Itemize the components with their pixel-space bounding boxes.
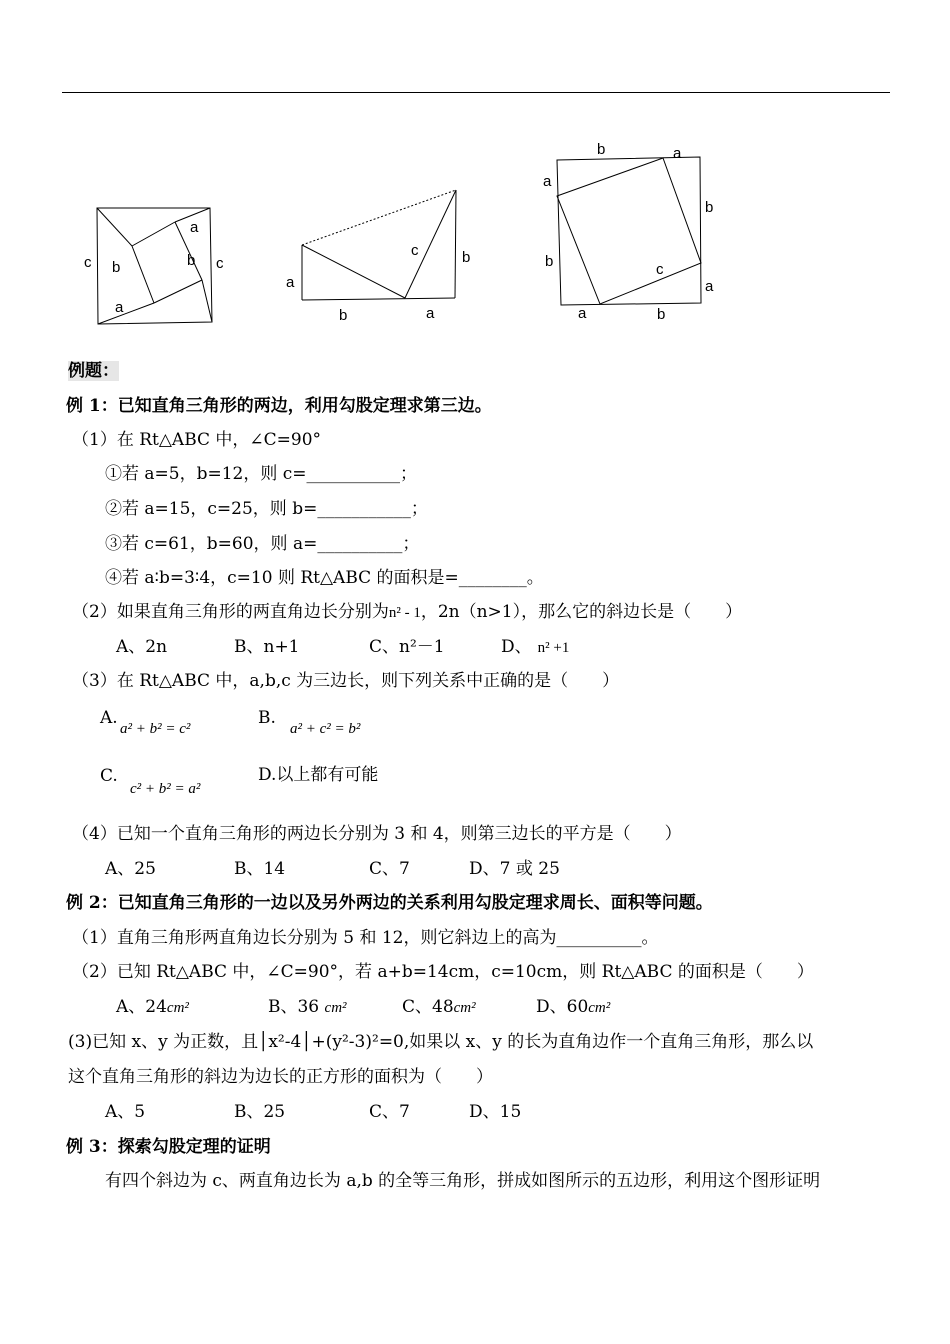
ex2-q3-line-2: 这个直角三角形的斜边为边长的正方形的面积为（ ） xyxy=(68,1067,493,1087)
fig1-label: b xyxy=(112,259,121,276)
fig3-label: c xyxy=(656,261,664,278)
ex2-q3-option-d: D、15 xyxy=(469,1102,522,1122)
ex1-q3-option-a-label: A. xyxy=(100,708,118,728)
ex1-q1-item-1: ①若 a=5，b=12，则 c=___________； xyxy=(105,464,418,484)
fig1-label: c xyxy=(84,254,92,271)
section-heading: 例题： xyxy=(68,361,119,381)
ex1-q2-stem-b: ，2n（n>1），那么它的斜边长是（ ） xyxy=(420,602,743,622)
ex1-q2-option-d-expr: n² +1 xyxy=(537,640,570,656)
ex1-q1-item-3: ③若 c=61，b=60，则 a=__________； xyxy=(105,534,420,554)
ex1-q2-option-d-label: D、 xyxy=(501,637,532,657)
ex1-q2-option-d xyxy=(501,636,569,659)
fig3-label: a xyxy=(543,173,552,190)
fig1-label: a xyxy=(190,219,199,236)
ex1-q4-option-d: D、7 或 25 xyxy=(469,859,560,879)
geometry-figures xyxy=(0,0,950,340)
ex1-q2-stem-a: （2）如果直角三角形的两直角边长分别为 xyxy=(72,602,389,622)
ex2-q2-option-d-value: D、60 xyxy=(536,997,589,1017)
ex1-q1-item-4: ④若 a∶b=3∶4，c=10 则 Rt△ABC 的面积是=________。 xyxy=(105,568,544,588)
ex2-q3-option-a: A、5 xyxy=(105,1102,146,1122)
fig3-label: b xyxy=(705,199,714,216)
ex1-q4-option-c: C、7 xyxy=(369,859,410,879)
ex1-q4-option-b: B、14 xyxy=(234,859,286,879)
ex1-q2-option-b: B、n+1 xyxy=(234,637,300,657)
fig3-label: a xyxy=(673,145,682,162)
fig3-label: b xyxy=(597,141,606,158)
fig2-label: b xyxy=(462,249,471,266)
example-2-title: 例 2：已知直角三角形的一边以及另外两边的关系利用勾股定理求周长、面积等问题。 xyxy=(66,893,713,913)
fig1-label: c xyxy=(216,255,224,272)
ex2-q2-option-c-value: C、48 xyxy=(402,997,454,1017)
ex2-q2-option-d xyxy=(536,996,610,1019)
fig3-label: b xyxy=(545,253,554,270)
unit: cm² xyxy=(588,1000,611,1016)
ex2-q3-option-b: B、25 xyxy=(234,1102,286,1122)
fig2-label: a xyxy=(426,305,435,322)
ex2-q3-line-1: (3)已知 x、y 为正数，且│x²-4│+(y²-3)²=0,如果以 x、y 的长为直角边作一个直角三角形，那么以 xyxy=(68,1032,814,1052)
fig3-label: b xyxy=(657,306,666,323)
unit: cm² xyxy=(166,1000,189,1016)
ex2-q2-option-c xyxy=(402,996,476,1019)
ex1-q2-stem xyxy=(72,601,742,624)
ex1-q3-option-a-expr: a² + b² = c² xyxy=(120,721,191,737)
ex1-q4-option-a: A、25 xyxy=(105,859,156,879)
ex1-q1-stem: （1）在 Rt△ABC 中，∠C=90° xyxy=(72,430,322,450)
ex1-q1-item-2: ②若 a=15，c=25，则 b=___________； xyxy=(105,499,428,519)
ex1-q3-stem: （3）在 Rt△ABC 中，a,b,c 为三边长，则下列关系中正确的是（ ） xyxy=(72,671,620,691)
unit: cm² xyxy=(453,1000,476,1016)
fig2-label: c xyxy=(411,242,419,259)
ex2-q2-option-a-value: A、24 xyxy=(116,997,167,1017)
ex1-q3-option-b-label: B. xyxy=(258,708,276,728)
ex2-q2-option-b-value: B、36 xyxy=(268,997,320,1017)
fig3-label: a xyxy=(705,278,714,295)
example-3-title: 例 3：探索勾股定理的证明 xyxy=(66,1137,271,1157)
ex2-q3-option-c: C、7 xyxy=(369,1102,410,1122)
ex1-q3-option-d: D.以上都有可能 xyxy=(258,765,379,785)
figure-3 xyxy=(557,157,701,305)
fig2-label: a xyxy=(286,274,295,291)
ex2-q2-option-b xyxy=(268,996,347,1019)
fig1-label: a xyxy=(115,299,124,316)
ex1-q3-option-c-expr: c² + b² = a² xyxy=(130,781,201,797)
ex1-q2-option-a: A、2n xyxy=(116,637,168,657)
ex2-q2-option-a xyxy=(116,996,189,1019)
ex1-q3-option-c-label: C. xyxy=(100,766,118,786)
ex2-q1: （1）直角三角形两直角边长分别为 5 和 12，则它斜边上的高为__________。 xyxy=(72,928,659,948)
unit: cm² xyxy=(324,1000,347,1016)
fig2-label: b xyxy=(339,307,348,324)
fig1-label: b xyxy=(187,252,196,269)
figure-2 xyxy=(302,190,456,300)
example-1-title: 例 1：已知直角三角形的两边，利用勾股定理求第三边。 xyxy=(66,396,492,416)
ex1-q2-expr: n² - 1 xyxy=(388,605,421,621)
ex1-q4-stem: （4）已知一个直角三角形的两边长分别为 3 和 4，则第三边长的平方是（ ） xyxy=(72,824,682,844)
ex1-q2-option-c: C、n²－1 xyxy=(369,637,445,657)
ex1-q3-option-b-expr: a² + c² = b² xyxy=(290,721,361,737)
ex2-q2-stem: （2）已知 Rt△ABC 中，∠C=90°，若 a+b=14cm，c=10cm，则 Rt△ABC 的面积是（ ） xyxy=(72,962,814,982)
fig3-label: a xyxy=(578,305,587,322)
ex3-text: 有四个斜边为 c、两直角边长为 a,b 的全等三角形，拼成如图所示的五边形，利用这个图形证明 xyxy=(105,1171,821,1191)
